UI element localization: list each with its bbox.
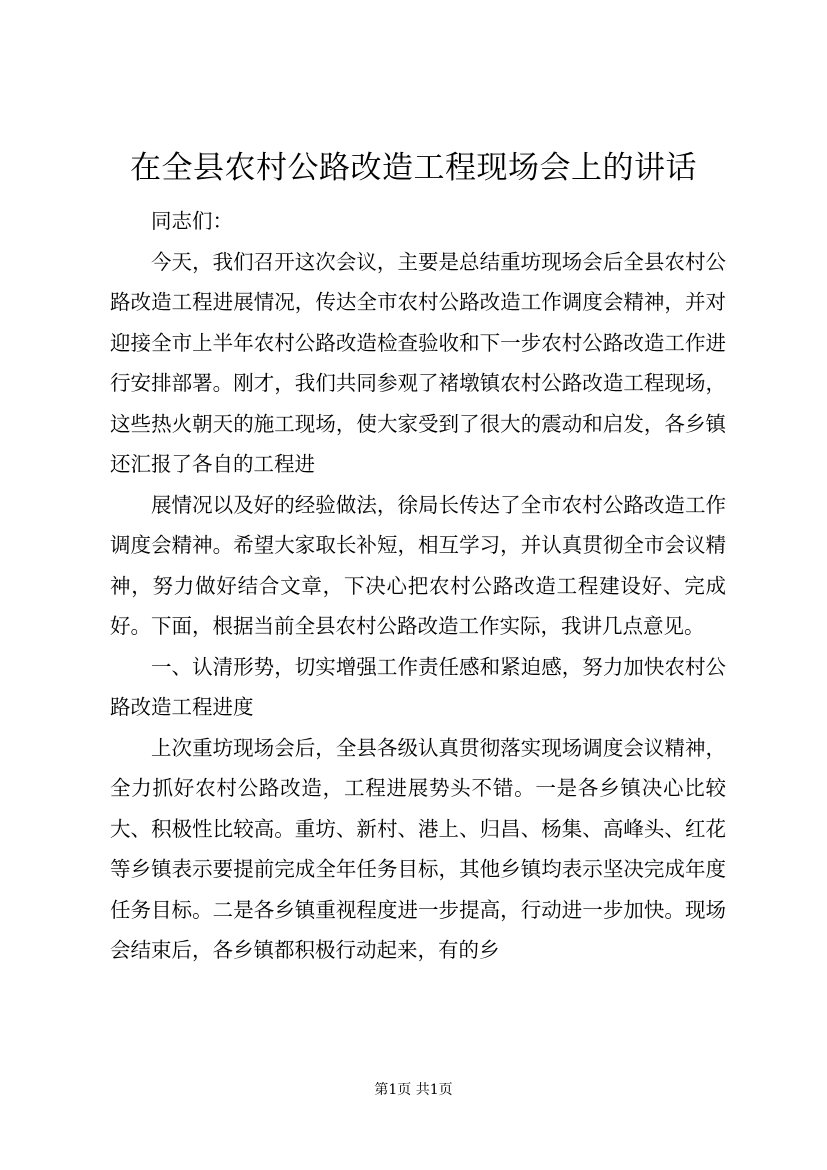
- section-heading: 一、认清形势，切实增强工作责任感和紧迫感，努力加快农村公路改造工程进度: [110, 654, 726, 719]
- document-body: [110, 201, 726, 971]
- paragraph: 今天，我们召开这次会议，主要是总结重坊现场会后全县农村公路改造工程进展情况，传达全市农村公路改造工作调度会精神，并对迎接全市上半年农村公路改造检查验收和下一步农村公路改造工作进行安排部署。刚才，我们共同参观了褚墩镇农村公路改造工程现场，这些热火朝天的施工现场，使大家受到了很大的震动和启发，各乡镇还汇报了各自的工程进: [110, 249, 726, 476]
- document-title: 在全县农村公路改造工程现场会上的讲话: [130, 150, 697, 186]
- page-footer: 第1页 共1页: [374, 1082, 453, 1098]
- paragraph: 上次重坊现场会后，全县各级认真贯彻落实现场调度会议精神，全力抓好农村公路改造，工程进展势头不错。一是各乡镇决心比较大、积极性比较高。重坊、新村、港上、归昌、杨集、高峰头、红花等乡镇表示要提前完成全年任务目标，其他乡镇均表示坚决完成年度任务目标。二是各乡镇重视程度进一步提高，行动进一步加快。现场会结束后，各乡镇都积极行动起来，有的乡: [110, 735, 726, 962]
- salutation: 同志们：: [151, 209, 233, 233]
- paragraph: 展情况以及好的经验做法，徐局长传达了全市农村公路改造工作调度会精神。希望大家取长补短，相互学习，并认真贯彻全市会议精神，努力做好结合文章，下决心把农村公路改造工程建设好、完成好。下面，根据当前全县农村公路改造工作实际，我讲几点意见。: [110, 492, 726, 638]
